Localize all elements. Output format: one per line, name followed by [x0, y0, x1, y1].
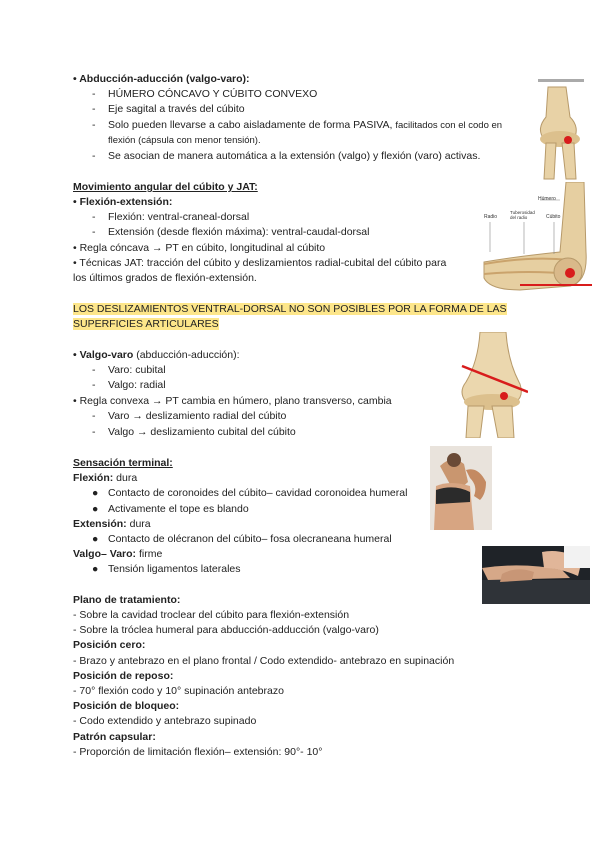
highlighted-note: SUPERFICIES ARTICULARES [73, 318, 219, 330]
technique-text: los últimos grados de flexión-extensión. [73, 272, 257, 284]
flexion-heading: • Flexión-extensión: [73, 196, 173, 208]
text-line: - Brazo y antebrazo en el plano frontal / Codo extendido- antebrazo en supinación [73, 655, 455, 667]
label: Extensión: [73, 518, 127, 530]
fig-label: Tuberosidad del radio [510, 210, 535, 220]
section-title: Movimiento angular del cúbito y JAT: [73, 181, 258, 193]
section-title: Posición cero: [73, 639, 146, 651]
fig-label: Radio [484, 214, 498, 220]
list-item: Varo → deslizamiento radial del cúbito [108, 410, 287, 422]
list-item: Solo pueden llevarse a cabo aisladamente de forma PASIVA, [108, 119, 393, 131]
technique-text: • Técnicas JAT: tracción del cúbito y deslizamientos radial-cubital del cúbito para [73, 257, 447, 269]
elbow-bones-image [532, 77, 590, 182]
valgo-varo-heading: • Valgo-varo [73, 349, 134, 361]
text-line: - Sobre la tróclea humeral para abducción-adducción (valgo-varo) [73, 624, 379, 636]
text-line: - Sobre la cavidad troclear del cúbito para flexión-extensión [73, 609, 350, 621]
list-item: Tensión ligamentos laterales [108, 563, 241, 575]
elbow-mobilization-photo [482, 546, 590, 604]
value: firme [136, 548, 163, 560]
label: Flexión: [73, 472, 114, 484]
list-item: Flexión: ventral-craneal-dorsal [108, 211, 250, 223]
rule-text: • Regla cóncava → PT en cúbito, longitudinal al cúbito [73, 242, 326, 254]
abduction-heading: • Abducción-aducción (valgo-varo): [73, 73, 250, 85]
section-title: Patrón capsular: [73, 731, 156, 743]
fig-label: Cúbito [546, 214, 561, 220]
list-item: Valgo → deslizamiento cubital del cúbito [108, 426, 296, 438]
section-title: Sensación terminal: [73, 457, 173, 469]
list-item: Extensión (desde flexión máxima): ventral-caudal-dorsal [108, 226, 370, 238]
list-item-note: facilitados con el codo en [395, 120, 503, 131]
fig-label: Húmero [538, 196, 556, 202]
section-title: Plano de tratamiento: [73, 594, 181, 606]
section-title: Posición de bloqueo: [73, 700, 180, 712]
highlighted-note: LOS DESLIZAMIENTOS VENTRAL-DORSAL NO SON POSIBLES POR LA FORMA DE LAS [73, 303, 507, 315]
text-line: - Codo extendido y antebrazo supinado [73, 715, 257, 727]
list-item: Contacto de coronoides del cúbito– cavidad coronoidea humeral [108, 487, 408, 499]
elbow-lateral-image [480, 182, 592, 297]
list-item: HÚMERO CÓNCAVO Y CÚBITO CONVEXO [108, 88, 318, 100]
list-item: Activamente el tope es blando [108, 503, 249, 515]
section-title: Posición de reposo: [73, 670, 174, 682]
list-item: Varo: cubital [108, 364, 166, 376]
elbow-flexion-photo [430, 446, 492, 530]
value: dura [126, 518, 151, 530]
list-item: Eje sagital a través del cúbito [108, 103, 245, 115]
value: dura [113, 472, 138, 484]
rule-text: • Regla convexa → PT cambia en húmero, plano transverso, cambia [73, 395, 392, 407]
list-item: Se asocian de manera automática a la extensión (valgo) y flexión (varo) activas. [108, 150, 481, 162]
valgo-varo-heading-rest: (abducción-aducción): [133, 349, 240, 361]
elbow-posterior-image [458, 332, 528, 438]
list-item: Contacto de olécranon del cúbito– fosa olecraneana humeral [108, 533, 392, 545]
list-item: Valgo: radial [108, 379, 166, 391]
text-line: - 70° flexión codo y 10° supinación antebrazo [73, 685, 284, 697]
list-item-note: flexión (cápsula con menor tensión). [108, 135, 261, 146]
label: Valgo– Varo: [73, 548, 137, 560]
text-line: - Proporción de limitación flexión– extensión: 90°- 10° [73, 746, 323, 758]
